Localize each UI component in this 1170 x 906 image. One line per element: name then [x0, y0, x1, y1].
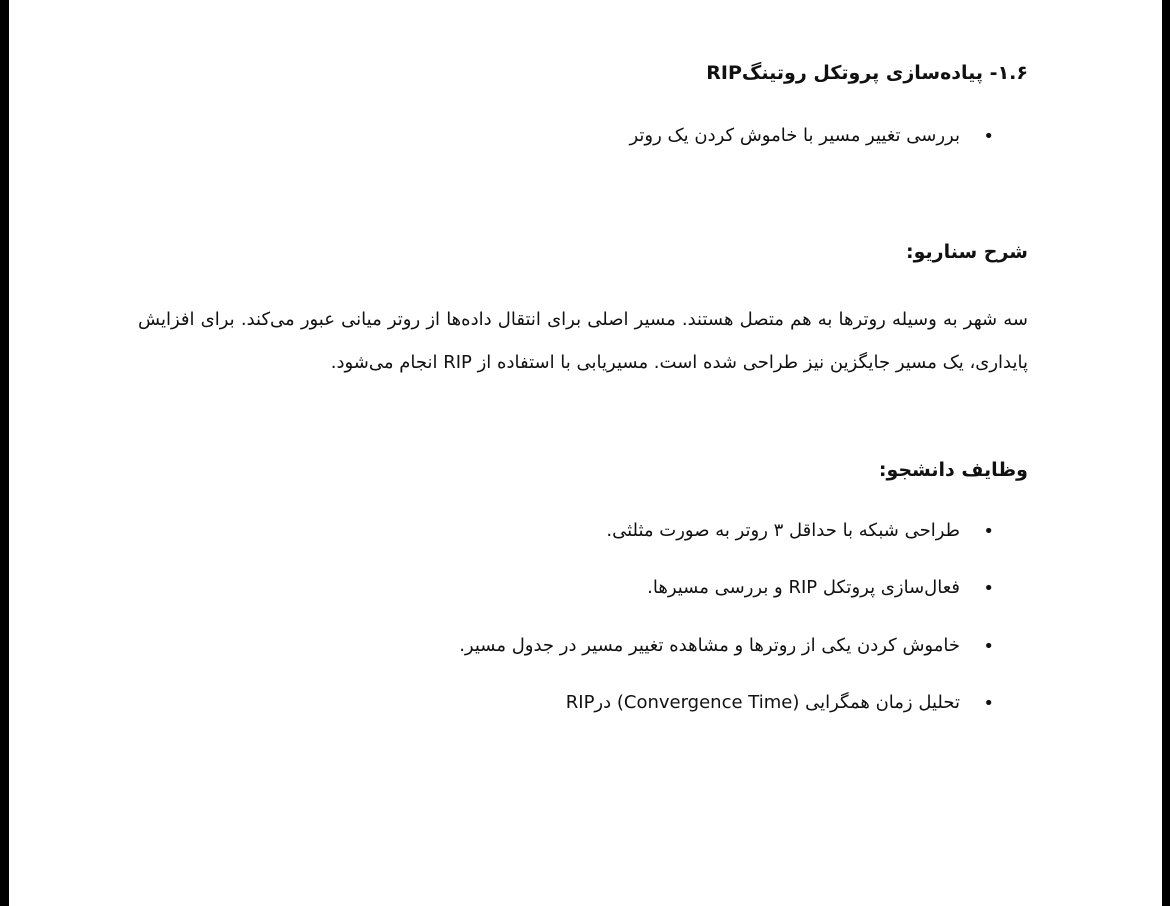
- task-item: [459, 635, 994, 657]
- scenario-heading: شرح سناریو:: [906, 241, 1028, 263]
- task-text: طراحی شبکه با حداقل ۳ روتر به صورت مثلثی.: [606, 520, 960, 541]
- section-heading: ۱.۶- پیاده‌سازی پروتکل روتینگRIP: [706, 62, 1028, 84]
- task-item: [565, 692, 994, 714]
- bullet-dot: •: [983, 578, 994, 599]
- bullet-dot: •: [983, 521, 994, 542]
- left-frame-edge: [0, 0, 9, 906]
- bullet-dot: •: [983, 636, 994, 657]
- right-frame-edge: [1162, 0, 1170, 906]
- task-text: فعال‌سازی پروتکل RIP و بررسی مسیرها.: [647, 577, 960, 598]
- scenario-paragraph: سه شهر به وسیله روترها به هم متصل هستند. مسیر اصلی برای انتقال داده‌ها از روتر میانی عبور می‌کند. برای افزایش پایداری، یک مسیر جایگزین نیز طراحی شده است. مسیریابی با استفاده از RIP انجام می‌شود.: [138, 309, 1028, 373]
- bullet-dot: •: [983, 693, 994, 714]
- section-bullet-item: [629, 125, 994, 147]
- task-item: [606, 520, 994, 542]
- task-item: [647, 577, 994, 599]
- task-text: تحلیل زمان همگرایی (Convergence Time) درRIP: [565, 692, 960, 713]
- section-bullet-text: بررسی تغییر مسیر با خاموش کردن یک روتر: [629, 125, 960, 146]
- tasks-heading: وظایف دانشجو:: [878, 459, 1028, 481]
- document-page: [140, 0, 1030, 906]
- task-text: خاموش کردن یکی از روترها و مشاهده تغییر مسیر در جدول مسیر.: [459, 635, 960, 656]
- bullet-dot: •: [983, 126, 994, 147]
